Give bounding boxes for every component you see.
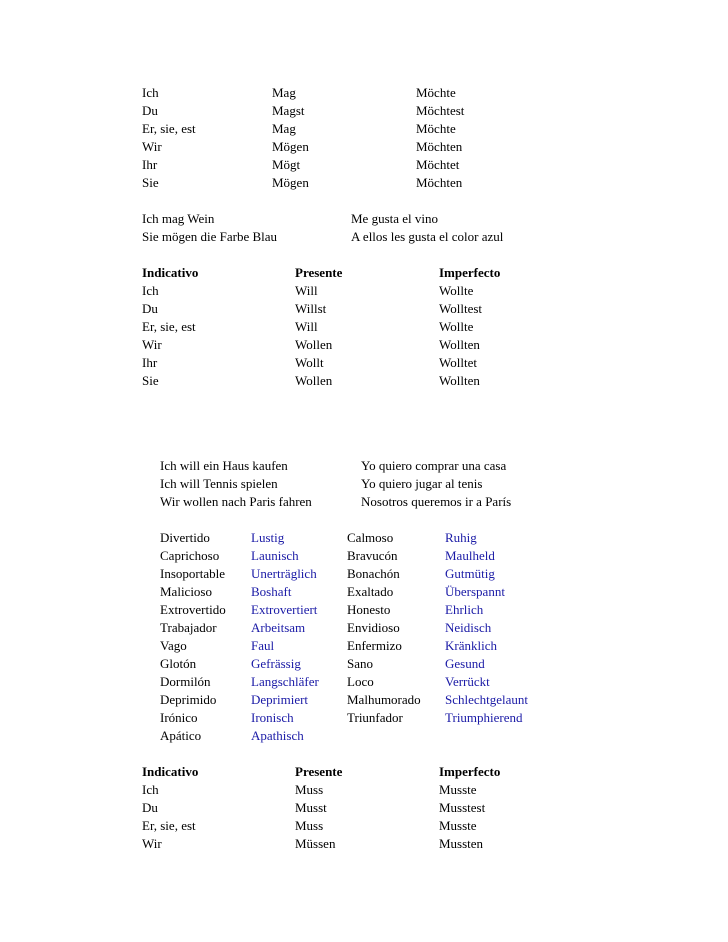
german-word: Unerträglich <box>251 566 317 581</box>
german-word: Lustig <box>251 530 285 545</box>
german-word: Ironisch <box>251 710 294 725</box>
pronoun: Wir <box>142 139 162 154</box>
pronoun: Du <box>142 301 158 316</box>
pronoun: Wir <box>142 337 162 352</box>
spanish-sentence: Yo quiero comprar una casa <box>361 458 507 473</box>
spanish-word: Honesto <box>347 602 391 617</box>
german-word: Extrovertiert <box>251 602 318 617</box>
imperfect-form: Musste <box>439 782 477 797</box>
pronoun: Ich <box>142 782 159 797</box>
pronoun: Ihr <box>142 355 158 370</box>
german-word: Verrückt <box>445 674 490 689</box>
imperfect-form: Mussten <box>439 836 484 851</box>
spanish-word: Deprimido <box>160 692 217 707</box>
spanish-word: Malicioso <box>160 584 212 599</box>
pronoun: Sie <box>142 175 159 190</box>
present-form: Muss <box>295 782 324 797</box>
spanish-word: Apático <box>160 728 202 743</box>
german-word: Gesund <box>445 656 485 671</box>
pronoun: Er, sie, est <box>142 319 196 334</box>
german-word: Deprimiert <box>251 692 309 707</box>
german-sentence: Ich will ein Haus kaufen <box>160 458 288 473</box>
german-word: Ehrlich <box>445 602 484 617</box>
column-header: Indicativo <box>142 764 199 779</box>
spanish-sentence: Yo quiero jugar al tenis <box>361 476 483 491</box>
spanish-word: Glotón <box>160 656 197 671</box>
column-header: Indicativo <box>142 265 199 280</box>
present-form: Wollen <box>295 373 333 388</box>
imperfect-form: Musste <box>439 818 477 833</box>
spanish-word: Vago <box>160 638 187 653</box>
pronoun: Ihr <box>142 157 158 172</box>
subjunctive-form: Möchten <box>416 175 463 190</box>
column-header: Imperfecto <box>439 764 501 779</box>
spanish-word: Divertido <box>160 530 210 545</box>
german-sentence: Sie mögen die Farbe Blau <box>142 229 278 244</box>
spanish-word: Bravucón <box>347 548 398 563</box>
spanish-sentence: Me gusta el vino <box>351 211 439 226</box>
german-word: Boshaft <box>251 584 292 599</box>
subjunctive-form: Möchte <box>416 121 456 136</box>
german-word: Faul <box>251 638 275 653</box>
spanish-word: Enfermizo <box>347 638 402 653</box>
present-form: Will <box>295 319 318 334</box>
spanish-word: Triunfador <box>347 710 403 725</box>
pronoun: Wir <box>142 836 162 851</box>
imperfect-form: Wolltet <box>439 355 477 370</box>
imperfect-form: Wollten <box>439 337 480 352</box>
german-sentence: Ich mag Wein <box>142 211 215 226</box>
column-header: Presente <box>295 764 343 779</box>
subjunctive-form: Möchten <box>416 139 463 154</box>
present-form: Mag <box>272 121 296 136</box>
pronoun: Du <box>142 800 158 815</box>
present-form: Muss <box>295 818 324 833</box>
german-word: Maulheld <box>445 548 495 563</box>
present-form: Will <box>295 283 318 298</box>
present-form: Magst <box>272 103 305 118</box>
pronoun: Du <box>142 103 158 118</box>
german-sentence: Wir wollen nach Paris fahren <box>160 494 312 509</box>
present-form: Müssen <box>295 836 336 851</box>
subjunctive-form: Möchtet <box>416 157 460 172</box>
spanish-sentence: A ellos les gusta el color azul <box>351 229 504 244</box>
imperfect-form: Wollte <box>439 319 474 334</box>
imperfect-form: Wolltest <box>439 301 483 316</box>
german-word: Kränklich <box>445 638 497 653</box>
spanish-word: Irónico <box>160 710 198 725</box>
german-word: Apathisch <box>251 728 304 743</box>
present-form: Musst <box>295 800 327 815</box>
pronoun: Ich <box>142 283 159 298</box>
german-word: Überspannt <box>445 584 505 599</box>
spanish-word: Extrovertido <box>160 602 226 617</box>
pronoun: Ich <box>142 85 159 100</box>
imperfect-form: Musstest <box>439 800 486 815</box>
column-header: Presente <box>295 265 343 280</box>
pronoun: Er, sie, est <box>142 121 196 136</box>
german-word: Gutmütig <box>445 566 495 581</box>
column-header: Imperfecto <box>439 265 501 280</box>
imperfect-form: Wollten <box>439 373 480 388</box>
present-form: Willst <box>295 301 327 316</box>
german-word: Arbeitsam <box>251 620 306 635</box>
present-form: Wollen <box>295 337 333 352</box>
spanish-word: Caprichoso <box>160 548 220 563</box>
subjunctive-form: Möchte <box>416 85 456 100</box>
spanish-word: Bonachón <box>347 566 400 581</box>
spanish-word: Loco <box>347 674 374 689</box>
imperfect-form: Wollte <box>439 283 474 298</box>
spanish-word: Trabajador <box>160 620 217 635</box>
spanish-word: Sano <box>347 656 373 671</box>
german-word: Triumphierend <box>445 710 523 725</box>
spanish-word: Dormilón <box>160 674 211 689</box>
spanish-word: Envidioso <box>347 620 400 635</box>
german-word: Gefrässig <box>251 656 301 671</box>
pronoun: Er, sie, est <box>142 818 196 833</box>
subjunctive-form: Möchtest <box>416 103 465 118</box>
german-word: Langschläfer <box>251 674 319 689</box>
german-word: Neidisch <box>445 620 492 635</box>
present-form: Mögt <box>272 157 301 172</box>
german-word: Launisch <box>251 548 299 563</box>
spanish-word: Calmoso <box>347 530 394 545</box>
spanish-sentence: Nosotros queremos ir a París <box>361 494 512 509</box>
present-form: Mögen <box>272 139 309 154</box>
spanish-word: Exaltado <box>347 584 394 599</box>
german-sentence: Ich will Tennis spielen <box>160 476 278 491</box>
pronoun: Sie <box>142 373 159 388</box>
present-form: Mag <box>272 85 296 100</box>
spanish-word: Malhumorado <box>347 692 421 707</box>
spanish-word: Insoportable <box>160 566 225 581</box>
german-word: Ruhig <box>445 530 477 545</box>
german-word: Schlechtgelaunt <box>445 692 529 707</box>
present-form: Mögen <box>272 175 309 190</box>
present-form: Wollt <box>295 355 324 370</box>
